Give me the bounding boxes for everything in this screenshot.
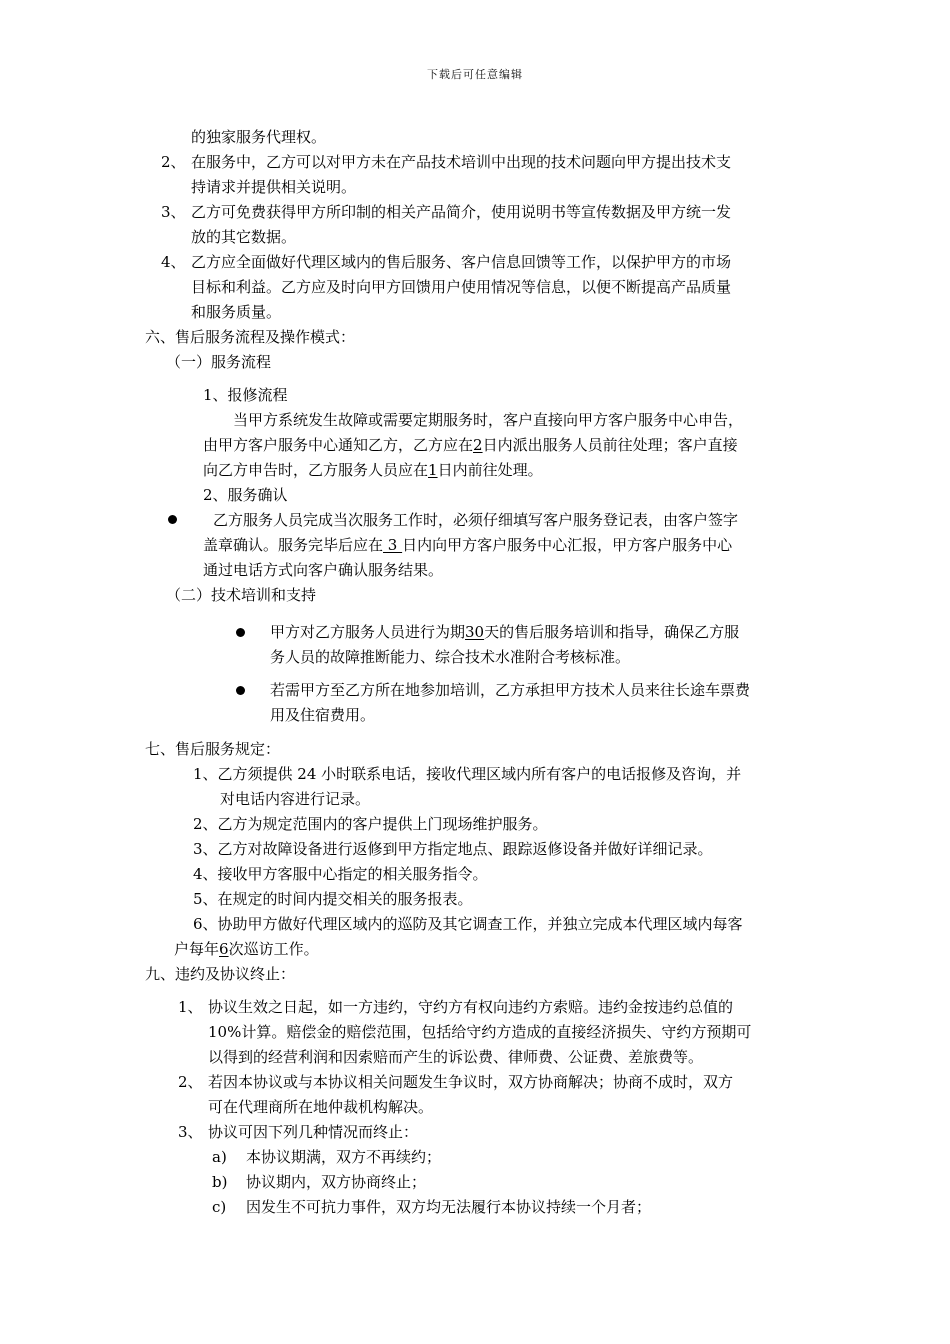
s5-item4-number: 4、: [161, 253, 186, 271]
s9-item2-number: 2、: [178, 1073, 203, 1091]
s5-item3-line2: 放的其它数据。: [191, 228, 297, 246]
bullet-icon: [236, 628, 245, 637]
s5-item4-line1: 乙方应全面做好代理区域内的售后服务、客户信息回馈等工作，以保护甲方的市场: [191, 253, 732, 271]
s6a-r1-line2: 由甲方客户服务中心通知乙方，乙方应在2日内派出服务人员前往处理；客户直接: [203, 436, 738, 454]
s7-item2: 2、乙方为规定范围内的客户提供上门现场维护服务。: [193, 815, 548, 833]
s6a-r1-line3: 向乙方申告时，乙方服务人员应在1日内前往处理。: [203, 461, 543, 479]
s9-item2-line2: 可在代理商所在地仲裁机构解决。: [208, 1098, 434, 1116]
s9-sub-b-text: 协议期内，双方协商终止；: [246, 1173, 427, 1191]
bullet-icon: [236, 686, 245, 695]
s6b-p2-line2: 用及住宿费用。: [270, 706, 376, 724]
s9-sub-b-key: b): [212, 1173, 228, 1191]
s7-item5: 5、在规定的时间内提交相关的服务报表。: [193, 890, 473, 908]
bullet-icon: [168, 515, 177, 524]
s9-item2-line1: 若因本协议或与本协议相关问题发生争议时，双方协商解决；协商不成时，双方: [208, 1073, 734, 1091]
s5-item4-line2: 目标和利益。乙方应及时向甲方回馈用户使用情况等信息，以便不断提高产品质量: [191, 278, 732, 296]
s6a-r2-line2: 盖章确认。服务完毕后应在 3 日内向甲方客户服务中心汇报，甲方客户服务中心: [203, 536, 733, 554]
s5-item4-line3: 和服务质量。: [191, 303, 282, 321]
s9-item1-line2: 10%计算。赔偿金的赔偿范围，包括给守约方造成的直接经济损失、守约方预期可: [208, 1023, 752, 1041]
s7-item3: 3、乙方对故障设备进行返修到甲方指定地点、跟踪返修设备并做好详细记录。: [193, 840, 713, 858]
s9-item1-number: 1、: [178, 998, 203, 1016]
section-6-title: 六、售后服务流程及操作模式：: [145, 328, 356, 346]
s5-item3-number: 3、: [161, 203, 186, 221]
s7-item4: 4、接收甲方客服中心指定的相关服务指令。: [193, 865, 488, 883]
s6b-p1-line1: 甲方对乙方服务人员进行为期30天的售后服务培训和指导，确保乙方服: [270, 623, 740, 641]
section-7-title: 七、售后服务规定：: [145, 740, 281, 758]
s9-sub-c-key: c): [212, 1198, 227, 1216]
s6b-title: （二）技术培训和支持: [166, 586, 317, 604]
s9-item3-line1: 协议可因下列几种情况而终止：: [208, 1123, 419, 1141]
page-header: 下载后可任意编辑: [427, 68, 523, 81]
s6a-r2-line3: 通过电话方式向客户确认服务结果。: [203, 561, 444, 579]
s6a-r1-line1: 当甲方系统发生故障或需要定期服务时，客户直接向甲方客户服务中心申告，: [233, 411, 744, 429]
s7-item6-line2: 户每年6次巡访工作。: [174, 940, 319, 958]
direct-report-days-value: 1: [428, 461, 438, 479]
s6a-title: （一）服务流程: [166, 353, 272, 371]
repair-days-value: 2: [473, 436, 483, 454]
s9-sub-a-key: a): [212, 1148, 227, 1166]
s7-item6-line1: 6、协助甲方做好代理区域内的巡防及其它调查工作，并独立完成本代理区域内每客: [193, 915, 743, 933]
s7-item1-line2: 对电话内容进行记录。: [220, 790, 371, 808]
s9-item3-number: 3、: [178, 1123, 203, 1141]
s5-item3-line1: 乙方可免费获得甲方所印制的相关产品简介，使用说明书等宣传数据及甲方统一发: [191, 203, 732, 221]
section-9-title: 九、违约及协议终止：: [145, 965, 296, 983]
training-days-value: 30: [465, 623, 485, 641]
s9-item1-line3: 以得到的经营利润和因索赔而产生的诉讼费、律师费、公证费、差旅费等。: [208, 1048, 704, 1066]
s9-sub-a-text: 本协议期满，双方不再续约；: [246, 1148, 442, 1166]
s5-line0: 的独家服务代理权。: [191, 128, 327, 146]
s6a-r2-title: 2、服务确认: [203, 486, 288, 504]
s6b-p2-line1: 若需甲方至乙方所在地参加培训，乙方承担甲方技术人员来往长途车票费: [270, 681, 751, 699]
s9-sub-c-text: 因发生不可抗力事件，双方均无法履行本协议持续一个月者；: [246, 1198, 652, 1216]
report-days-value: 3: [383, 536, 403, 554]
s5-item2-number: 2、: [161, 153, 186, 171]
s6a-r2-line1: 乙方服务人员完成当次服务工作时，必须仔细填写客户服务登记表，由客户签字: [213, 511, 739, 529]
s5-item2-line1: 在服务中，乙方可以对甲方未在产品技术培训中出现的技术问题向甲方提出技术支: [191, 153, 732, 171]
s6b-p1-line2: 务人员的故障推断能力、综合技术水准附合考核标准。: [270, 648, 631, 666]
s9-item1-line1: 协议生效之日起，如一方违约，守约方有权向违约方索赔。违约金按违约总值的: [208, 998, 734, 1016]
visit-count-value: 6: [219, 940, 229, 958]
s6a-r1-title: 1、报修流程: [203, 386, 288, 404]
s7-item1-line1: 1、乙方须提供 24 小时联系电话，接收代理区域内所有客户的电话报修及咨询，并: [193, 765, 742, 783]
s5-item2-line2: 持请求并提供相关说明。: [191, 178, 357, 196]
